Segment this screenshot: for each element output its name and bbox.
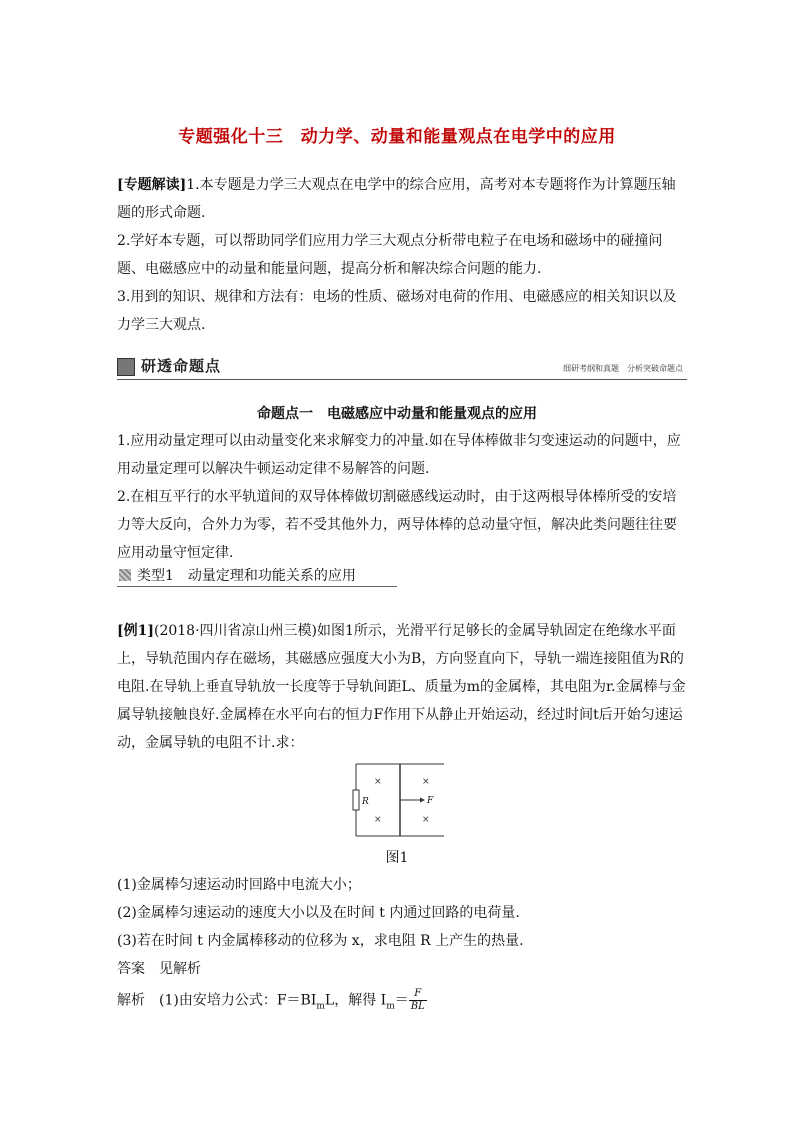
type-heading-text: 类型1 动量定理和功能关系的应用 (137, 568, 356, 584)
question-1: (1)金属棒匀速运动时回路中电流大小； (117, 877, 361, 893)
intro-text-1: 1.本专题是力学三大观点在电学中的综合应用，高考对本专题将作为计算题压轴题的形式命题. (117, 177, 676, 221)
field-cross-1: × (374, 777, 382, 787)
field-cross-2: × (422, 777, 430, 787)
fraction-numerator: F (409, 988, 427, 1001)
analysis-sub-1: m (316, 1001, 325, 1012)
analysis-sub-2: m (386, 1001, 395, 1012)
type-heading (117, 564, 397, 587)
question-3: (3)若在时间 t 内金属棒移动的位移为 x，求电阻 R 上产生的热量. (117, 933, 524, 949)
analysis-fraction (409, 988, 427, 1013)
intro-label: [专题解读] (117, 177, 187, 193)
question-2: (2)金属棒匀速运动的速度大小以及在时间 t 内通过回路的电荷量. (117, 905, 520, 921)
field-cross-3: × (374, 815, 382, 825)
resistor-icon (353, 790, 359, 810)
force-label: F (427, 796, 434, 806)
analysis-eq: ＝ (394, 992, 409, 1009)
answer-line: 答案 见解析 (117, 961, 201, 977)
intro-paragraph-2: 2.学好本专题，可以帮助同学们应用力学三大观点分析带电粒子在电场和磁场中的碰撞问题、电磁感应中的动量和能量问题，提高分析和解决综合问题的能力. (117, 233, 663, 277)
force-arrow-head (420, 798, 425, 803)
analysis-line (117, 988, 427, 1013)
section-label: 研透命题点 (141, 357, 222, 375)
section-subtitle: 细研考纲和真题 分析突破命题点 (563, 364, 683, 373)
analysis-prefix: 解析 (1)由安培力公式：F＝BI (117, 992, 317, 1009)
section-square-icon (117, 358, 135, 376)
example-text: (2018·四川省凉山州三模)如图1所示，光滑平行足够长的金属导轨固定在绝缘水平面上，导轨范围内存在磁场，其磁感应强度大小为B，方向竖直向下，导轨一端连接阻值为R的电阻.在导轨上垂直导轨放一长度等于导轨间距L、质量为m的金属棒，其电阻为r.金属棒与金属导轨接触良好.金属棒在水平向右的恒力F作用下从静止开始运动，经过时间t后开始匀速运动，金属导轨的电阻不计.求： (117, 623, 686, 751)
type-square-icon (119, 569, 131, 581)
point-paragraph-2: 2.在相互平行的水平轨道间的双导体棒做切割磁感线运动时，由于这两根导体棒所受的安培力等大反向，合外力为零，若不受其他外力，两导体棒的总动量守恒，解决此类问题往往要应用动量守恒定律. (117, 489, 677, 561)
field-cross-4: × (422, 815, 430, 825)
point-paragraph-1: 1.应用动量定理可以由动量变化来求解变力的冲量.如在导体棒做非匀变速运动的问题中，应用动量定理可以解决牛顿运动定律不易解答的问题. (117, 433, 681, 477)
figure-caption: 图1 (385, 850, 409, 866)
analysis-mid: L，解得 I (324, 992, 387, 1009)
circuit-figure (348, 762, 448, 838)
fraction-denominator: BL (410, 1001, 425, 1012)
example-label: [例1] (117, 623, 154, 639)
page-title: 专题强化十三 动力学、动量和能量观点在电学中的应用 (178, 127, 616, 147)
intro-paragraph-1 (117, 171, 687, 227)
topic-heading: 命题点一 电磁感应中动量和能量观点的应用 (257, 406, 537, 422)
intro-paragraph-3: 3.用到的知识、规律和方法有：电场的性质、磁场对电荷的作用、电磁感应的相关知识以及力学三大观点. (117, 289, 677, 333)
example-paragraph (117, 617, 687, 757)
section-header (117, 355, 687, 380)
resistor-label: R (362, 797, 369, 807)
